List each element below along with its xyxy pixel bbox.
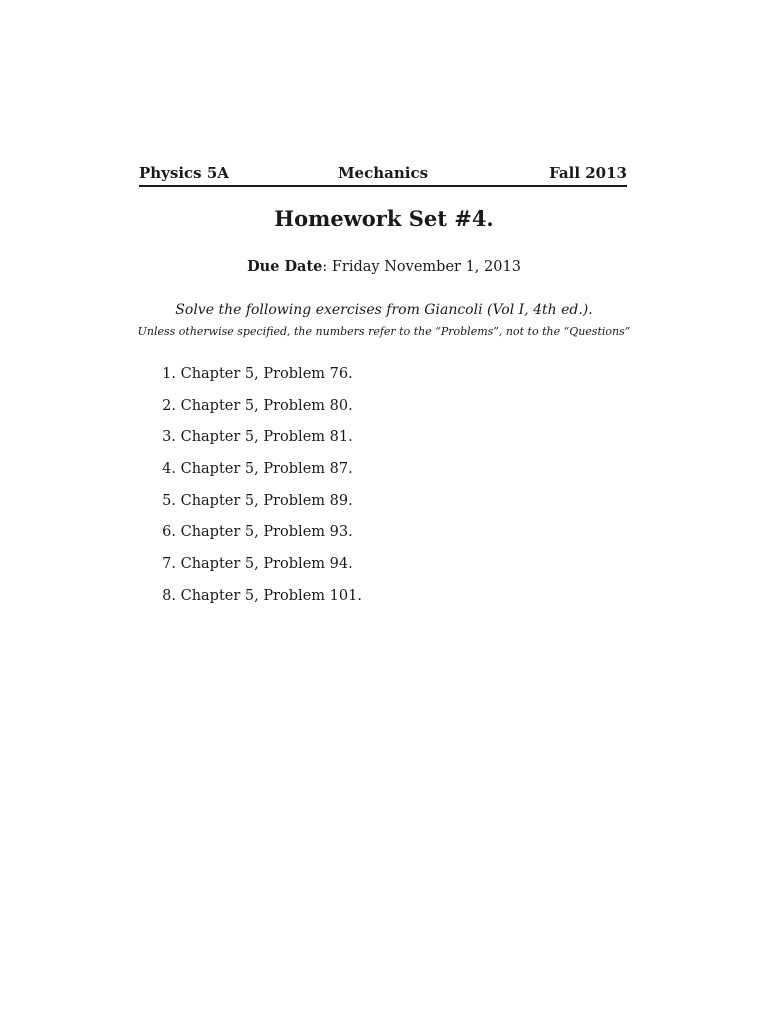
list-item-number: 2. — [162, 397, 176, 414]
list-item — [155, 588, 362, 620]
subject-name: Mechanics — [337, 164, 429, 182]
list-item-text: Chapter 5, Problem 81. — [180, 429, 353, 446]
due-date-label: Due Date — [247, 258, 323, 275]
list-item — [155, 429, 362, 461]
list-item-text: Chapter 5, Problem 89. — [180, 492, 353, 509]
list-item — [155, 493, 362, 525]
instructions-text: Solve the following exercises from Giancoli (Vol I, 4th ed.). — [175, 302, 593, 318]
list-item — [155, 398, 362, 430]
list-item — [155, 461, 362, 493]
list-item — [155, 524, 362, 556]
due-date-line — [0, 258, 768, 275]
list-item-text: Chapter 5, Problem 101. — [180, 587, 362, 604]
list-item-number: 4. — [162, 461, 176, 478]
page-header — [139, 163, 627, 187]
list-item-number: 1. — [162, 366, 176, 382]
list-item — [155, 366, 362, 398]
list-item-text: Chapter 5, Problem 94. — [180, 556, 353, 573]
course-name: Physics 5A — [139, 164, 229, 182]
term-label: Fall 2013 — [549, 164, 627, 182]
list-item-number: 3. — [162, 429, 176, 446]
list-item-number: 5. — [162, 492, 176, 509]
page-title: Homework Set #4. — [274, 206, 494, 231]
due-date-separator: : — [322, 259, 332, 275]
instructions-note: Unless otherwise specified, the numbers refer to the “Problems”, not to the “Questions” — [137, 325, 631, 338]
list-item-number: 8. — [162, 587, 176, 604]
list-item-number: 6. — [162, 524, 176, 541]
due-date-value: Friday November 1, 2013 — [331, 259, 521, 275]
list-item-number: 7. — [162, 556, 176, 573]
problem-list — [155, 366, 362, 620]
list-item-text: Chapter 5, Problem 80. — [180, 397, 353, 414]
list-item-text: Chapter 5, Problem 76. — [180, 366, 353, 382]
list-item-text: Chapter 5, Problem 87. — [180, 461, 353, 478]
list-item-text: Chapter 5, Problem 93. — [180, 524, 353, 541]
list-item — [155, 556, 362, 588]
